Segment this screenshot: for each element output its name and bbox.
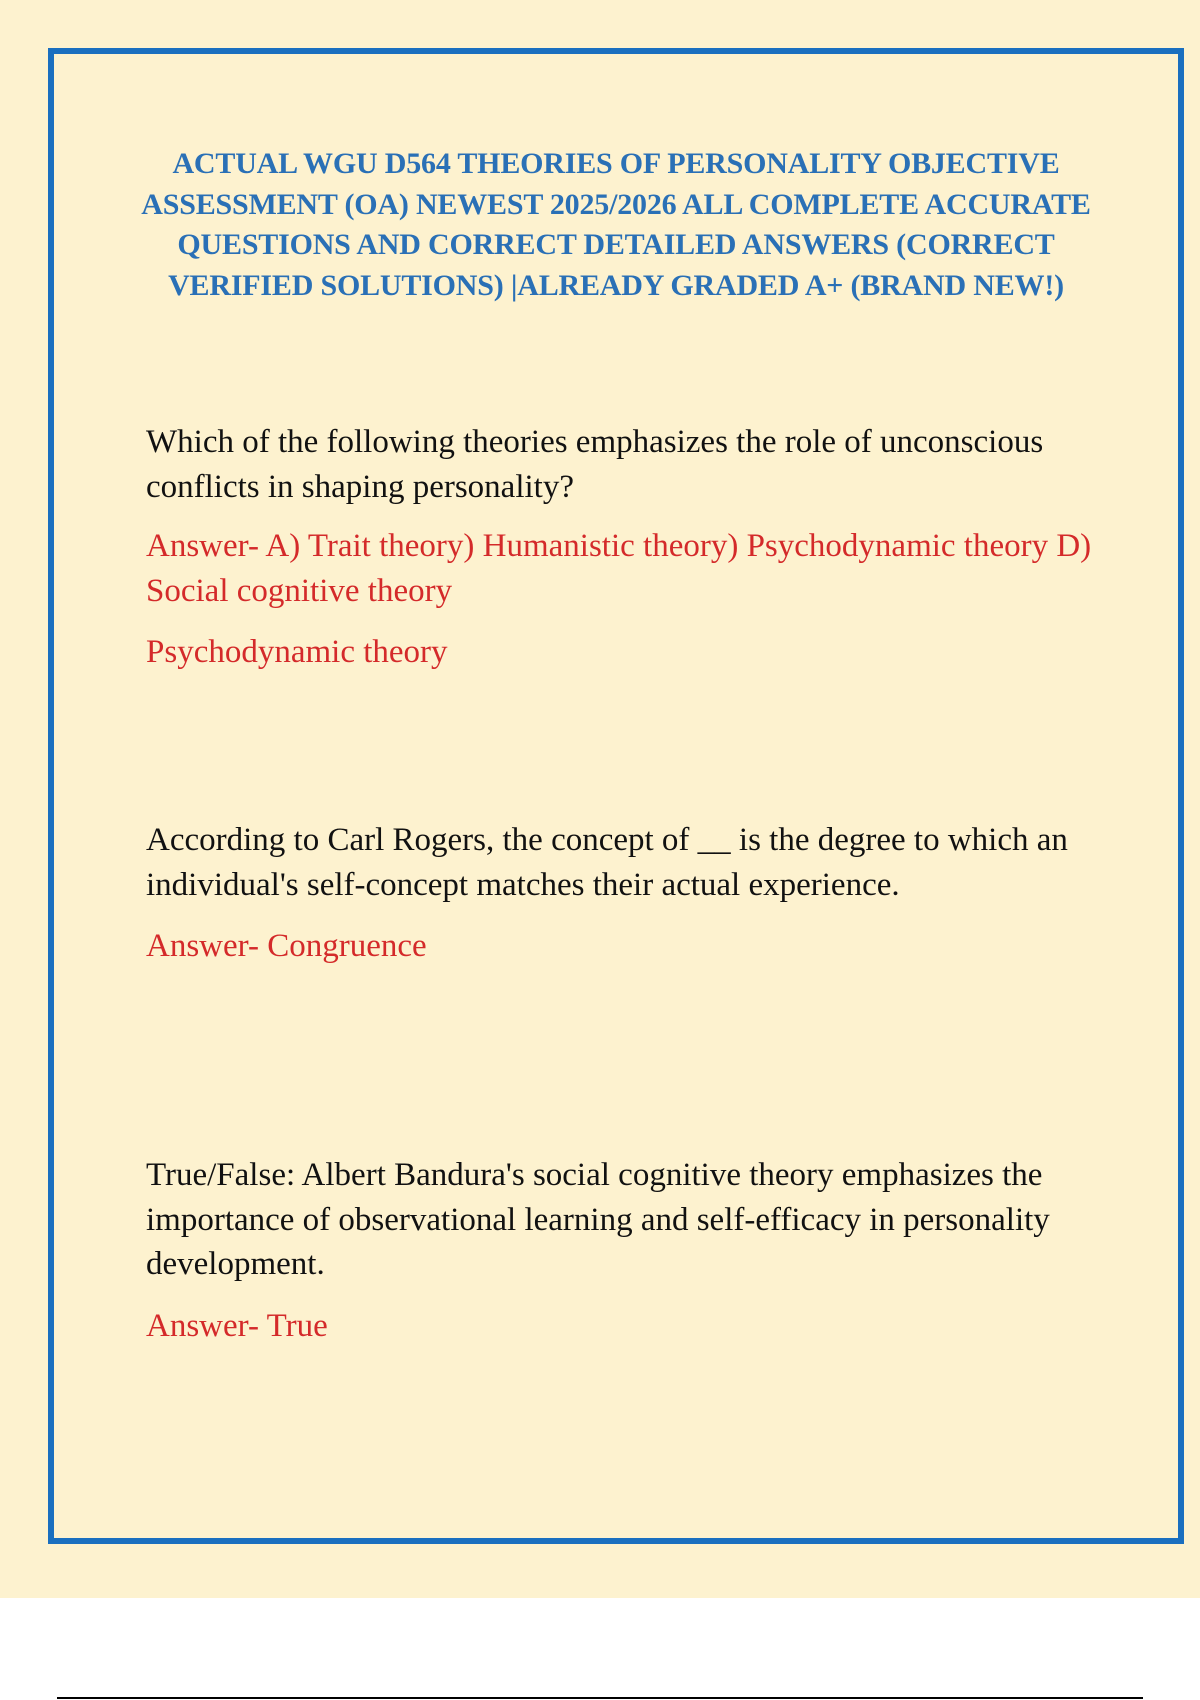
qa-item-3 [146,1153,1106,1348]
footer-divider [57,1697,1143,1699]
qa-item-2 [146,818,1106,969]
qa-item-1 [146,420,1106,675]
answer-2-text: Answer- Congruence [146,928,427,964]
document-title: ACTUAL WGU D564 THEORIES OF PERSONALITY OBJECTIVE ASSESSMENT (OA) NEWEST 2025/2026 ALL COMPLETE ACCURATE QUESTIONS AND CORRECT DETAILED ANSWERS (CORRECT VERIFIED SOLUTIONS) |ALREADY GRADED A+ (BRAND NEW!) [141,147,1091,302]
answer-3-text: Answer- True [146,1307,328,1344]
question-2-text: According to Carl Rogers, the concept of __ is the degree to which an individual's self-concept matches their actual experience. [146,822,1068,903]
question-1-text: Which of the following theories emphasizes the role of unconscious conflicts in shaping personality? [146,424,1044,505]
question-3-text: True/False: Albert Bandura's social cognitive theory emphasizes the importance of observational learning and self-efficacy in personality development. [146,1157,1050,1282]
answer-1-extra-text: Psychodynamic theory [146,634,448,670]
answer-1-text: Answer- A) Trait theory) Humanistic theory) Psychodynamic theory D) Social cognitive theory [146,528,1092,609]
